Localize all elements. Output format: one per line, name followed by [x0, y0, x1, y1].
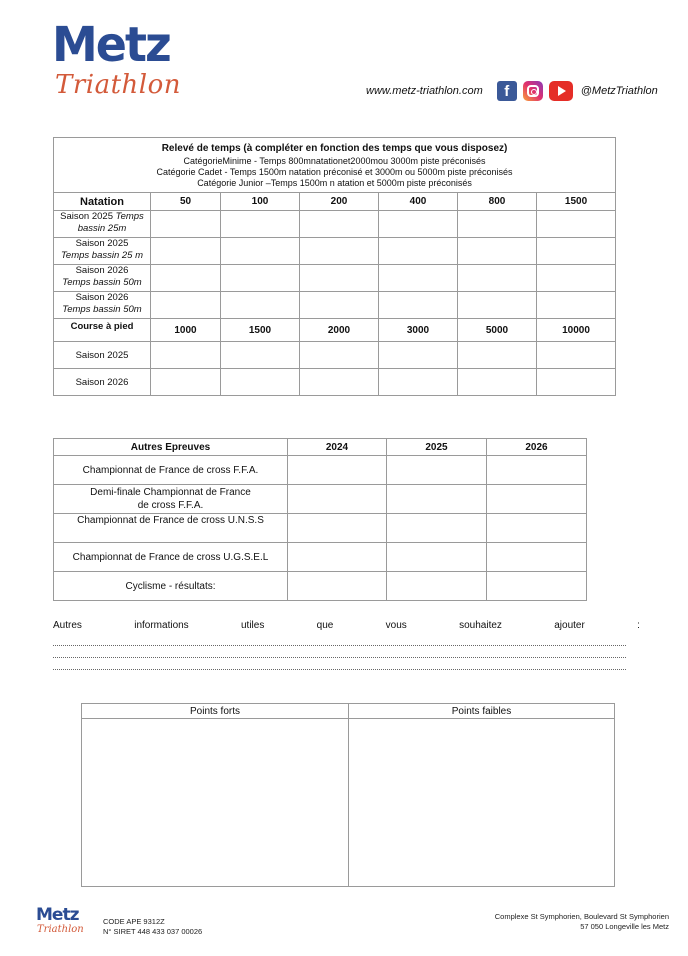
category-cadet-note: Catégorie Cadet - Temps 1500m natation préconisé et 3000m ou 5000m piste préconisés [156, 167, 513, 177]
swim-row-pool: Temps bassin 50m [62, 277, 142, 288]
event-label: Championnat de France de cross F.F.A. [54, 456, 288, 485]
result-cell[interactable] [387, 543, 487, 572]
time-cell[interactable] [537, 265, 616, 292]
swim-header-label: Natation [54, 193, 151, 211]
time-cell[interactable] [458, 211, 537, 238]
time-cell[interactable] [300, 265, 379, 292]
time-cell[interactable] [458, 292, 537, 319]
logo-metz-text: Metz [52, 15, 170, 73]
time-cell[interactable] [458, 342, 537, 369]
result-cell[interactable] [387, 456, 487, 485]
website-link[interactable]: www.metz-triathlon.com [366, 85, 483, 97]
prompt-word: Autres [53, 620, 82, 631]
logo-triathlon-text: Triathlon [55, 70, 181, 100]
time-cell[interactable] [151, 211, 221, 238]
time-cell[interactable] [379, 265, 458, 292]
dotted-input-line[interactable] [53, 658, 626, 670]
metz-triathlon-logo [52, 15, 192, 100]
strengths-weaknesses-table [81, 703, 615, 887]
run-header-label: Course à pied [54, 319, 151, 342]
time-cell[interactable] [300, 369, 379, 396]
swim-row-label [54, 265, 151, 292]
swim-distance-header: 200 [300, 193, 379, 211]
result-cell[interactable] [288, 543, 387, 572]
swim-distance-header: 800 [458, 193, 537, 211]
time-table-title: Relevé de temps (à compléter en fonction des temps que vous disposez) [161, 143, 508, 154]
time-cell[interactable] [221, 265, 300, 292]
other-event-row [54, 485, 587, 514]
swim-row-pool: Temps bassin 25 m [60, 250, 144, 261]
address-line-1: Complexe St Symphorien, Boulevard St Symphorien [494, 912, 669, 921]
time-cell[interactable] [221, 292, 300, 319]
run-distance-header: 1500 [221, 319, 300, 342]
prompt-word: que [316, 620, 334, 631]
run-row [54, 369, 616, 396]
dotted-input-line[interactable] [53, 634, 626, 646]
other-info-prompt [53, 620, 640, 634]
time-cell[interactable] [379, 342, 458, 369]
time-cell[interactable] [379, 292, 458, 319]
footer-legal-codes [103, 917, 202, 937]
other-event-row [54, 572, 587, 601]
event-label: Championnat de France de cross U.G.S.E.L [54, 543, 288, 572]
category-minime-note: CatégorieMinime - Temps 800mnatationet2000mou 3000m piste préconisés [183, 156, 486, 166]
run-distance-header: 1000 [151, 319, 221, 342]
swim-row [54, 265, 616, 292]
prompt-word: vous [385, 620, 407, 631]
weaknesses-header: Points faibles [349, 704, 615, 719]
dotted-input-line[interactable] [53, 646, 626, 658]
swim-row-season: Saison 2026 [75, 292, 129, 303]
swim-row-note: Temps [115, 211, 144, 222]
result-cell[interactable] [288, 572, 387, 601]
time-cell[interactable] [300, 238, 379, 265]
swim-row [54, 211, 616, 238]
other-event-row [54, 456, 587, 485]
other-event-row [54, 514, 587, 543]
time-cell[interactable] [300, 342, 379, 369]
other-events-header-label: Autres Epreuves [54, 439, 288, 456]
code-ape: CODE APE 9312Z [103, 917, 165, 926]
run-distance-header: 10000 [537, 319, 616, 342]
facebook-icon[interactable]: f [497, 81, 517, 101]
address-line-2: 57 050 Longeville les Metz [580, 922, 669, 931]
swim-row-pool: Temps bassin 50m [62, 304, 142, 315]
time-cell[interactable] [537, 292, 616, 319]
social-bar [366, 80, 658, 102]
swim-row-pool: bassin 25m [77, 223, 127, 234]
category-junior-note: Catégorie Junior –Temps 1500m n atation et 5000m piste préconisés [197, 178, 472, 188]
swim-distance-header: 100 [221, 193, 300, 211]
run-distance-header: 2000 [300, 319, 379, 342]
other-events-header-row [54, 439, 587, 456]
swim-row [54, 292, 616, 319]
run-row [54, 342, 616, 369]
swim-row-season: Saison 2026 [75, 265, 129, 276]
event-label: Demi-finale Championnat de France de cross F.F.A. [54, 485, 288, 514]
prompt-word: : [637, 620, 640, 631]
time-cell[interactable] [379, 369, 458, 396]
swim-row-season: Saison 2025 [75, 238, 129, 249]
time-cell[interactable] [458, 238, 537, 265]
result-cell[interactable] [387, 572, 487, 601]
swim-row-label [54, 238, 151, 265]
footer-logo-triathlon: Triathlon [37, 924, 84, 935]
year-header: 2024 [288, 439, 387, 456]
result-cell[interactable] [288, 456, 387, 485]
event-label: Cyclisme - résultats: [54, 572, 288, 601]
strengths-header: Points forts [82, 704, 349, 719]
prompt-word: informations [134, 620, 189, 631]
prompt-word: ajouter [554, 620, 585, 631]
prompt-word: souhaitez [459, 620, 502, 631]
time-cell[interactable] [221, 211, 300, 238]
footer-address [495, 912, 669, 932]
swim-row-label [54, 292, 151, 319]
swim-distance-header: 50 [151, 193, 221, 211]
result-cell[interactable] [288, 485, 387, 514]
swim-row [54, 238, 616, 265]
youtube-icon[interactable] [549, 81, 573, 101]
time-cell[interactable] [458, 265, 537, 292]
time-cell[interactable] [537, 211, 616, 238]
result-cell[interactable] [288, 514, 387, 543]
swim-distance-header: 1500 [537, 193, 616, 211]
run-distance-header: 3000 [379, 319, 458, 342]
time-cell[interactable] [300, 292, 379, 319]
instagram-icon[interactable] [523, 81, 543, 101]
time-cell[interactable] [300, 211, 379, 238]
result-cell[interactable] [487, 514, 587, 543]
result-cell[interactable] [487, 572, 587, 601]
time-cell[interactable] [151, 342, 221, 369]
swim-distance-header: 400 [379, 193, 458, 211]
result-cell[interactable] [487, 485, 587, 514]
time-cell[interactable] [537, 238, 616, 265]
weaknesses-field[interactable] [349, 719, 615, 887]
time-cell[interactable] [151, 292, 221, 319]
time-cell[interactable] [221, 238, 300, 265]
time-cell[interactable] [221, 342, 300, 369]
time-cell[interactable] [537, 342, 616, 369]
other-info-section [53, 620, 640, 670]
time-cell[interactable] [151, 369, 221, 396]
swim-row-label [54, 211, 151, 238]
other-events-table [53, 438, 587, 601]
time-cell[interactable] [151, 265, 221, 292]
run-row-label: Saison 2025 [54, 342, 151, 369]
result-cell[interactable] [387, 485, 487, 514]
footer-logo-metz: Metz [36, 905, 79, 925]
footer-logo [36, 905, 90, 939]
swim-header-row [54, 193, 616, 211]
strengths-field[interactable] [82, 719, 349, 887]
event-label: Championnat de France de cross U.N.S.S [54, 514, 288, 543]
time-cell[interactable] [379, 238, 458, 265]
run-row-label: Saison 2026 [54, 369, 151, 396]
siret-number: N° SIRET 448 433 037 00026 [103, 927, 203, 936]
other-event-row [54, 543, 587, 572]
time-cell[interactable] [537, 369, 616, 396]
prompt-word: utiles [241, 620, 265, 631]
swim-row-season: Saison 2025 [60, 211, 116, 222]
run-distance-header: 5000 [458, 319, 537, 342]
social-handle: @MetzTriathlon [580, 85, 658, 97]
result-cell[interactable] [487, 456, 587, 485]
result-cell[interactable] [487, 543, 587, 572]
time-cell[interactable] [151, 238, 221, 265]
result-cell[interactable] [387, 514, 487, 543]
time-record-table [53, 137, 616, 396]
year-header: 2026 [487, 439, 587, 456]
time-cell[interactable] [458, 369, 537, 396]
run-header-row [54, 319, 616, 342]
time-cell[interactable] [379, 211, 458, 238]
year-header: 2025 [387, 439, 487, 456]
time-table-title-cell [54, 138, 616, 193]
time-cell[interactable] [221, 369, 300, 396]
